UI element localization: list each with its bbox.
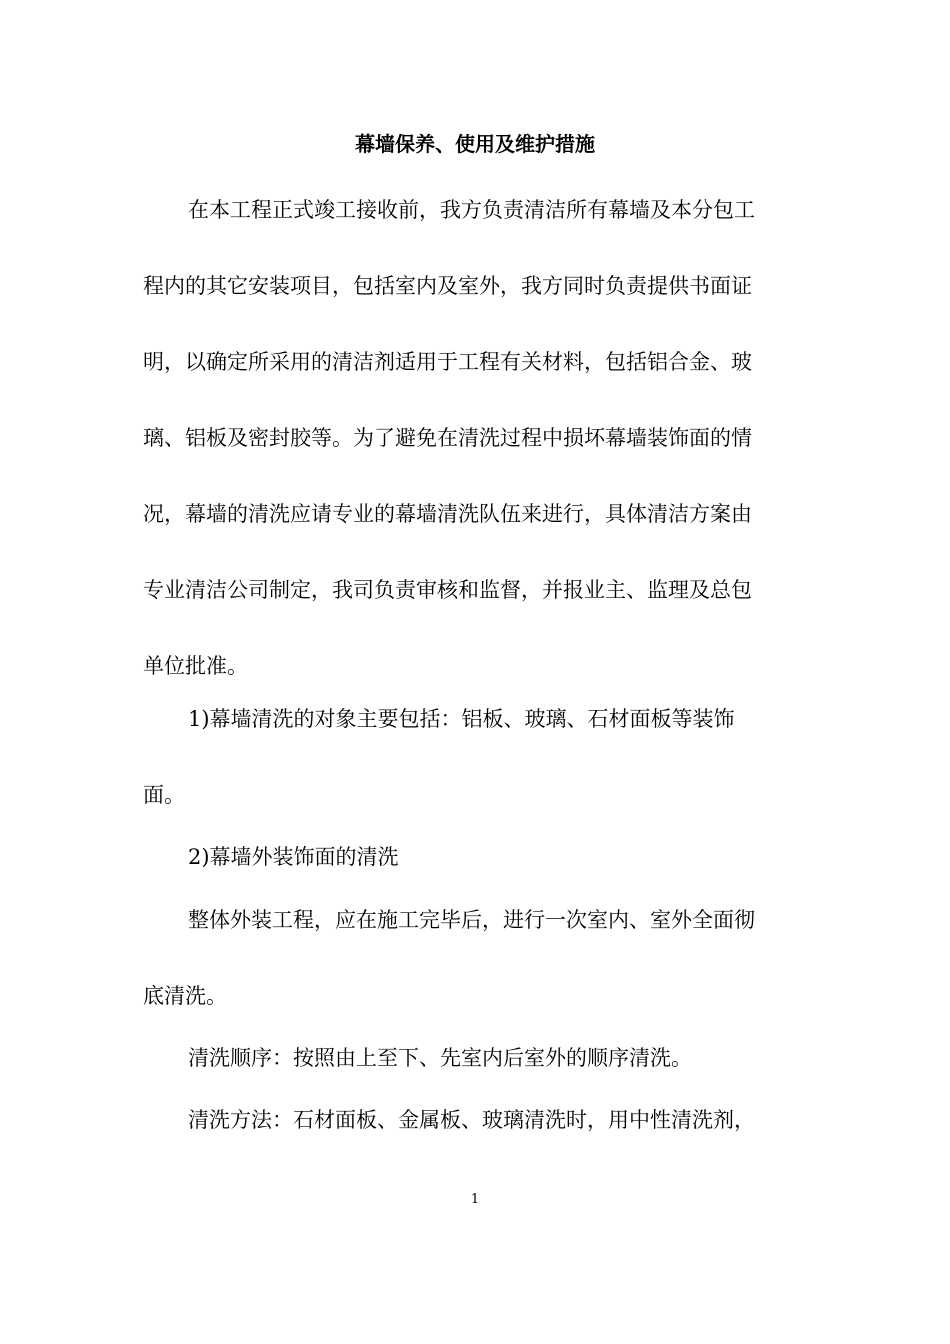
body-line: 2)幕墙外装饰面的清洗 — [188, 845, 399, 869]
body-line: 况，幕墙的清洗应请专业的幕墙清洗队伍来进行，具体清洁方案由 — [143, 502, 752, 526]
body-line: 在本工程正式竣工接收前，我方负责清洁所有幕墙及本分包工 — [188, 198, 755, 222]
body-line: 1)幕墙清洗的对象主要包括：铝板、玻璃、石材面板等装饰 — [188, 707, 735, 731]
document-title: 幕墙保养、使用及维护措施 — [355, 132, 595, 156]
body-line: 明，以确定所采用的清洁剂适用于工程有关材料，包括铝合金、玻 — [143, 350, 752, 374]
body-line: 清洗方法：石材面板、金属板、玻璃清洗时，用中性清洗剂， — [188, 1108, 755, 1132]
body-line: 整体外装工程，应在施工完毕后，进行一次室内、室外全面彻 — [188, 908, 755, 932]
body-line: 专业清洁公司制定，我司负责审核和监督，并报业主、监理及总包 — [143, 578, 752, 602]
body-line: 单位批准。 — [143, 654, 248, 678]
body-line: 底清洗。 — [143, 984, 227, 1008]
body-line: 清洗顺序：按照由上至下、先室内后室外的顺序清洗。 — [188, 1046, 692, 1070]
body-line: 璃、铝板及密封胶等。为了避免在清洗过程中损坏幕墙装饰面的情 — [143, 426, 752, 450]
body-line: 面。 — [143, 783, 185, 807]
page-number: 1 — [470, 1192, 480, 1207]
body-line: 程内的其它安装项目，包括室内及室外，我方同时负责提供书面证 — [143, 274, 752, 298]
